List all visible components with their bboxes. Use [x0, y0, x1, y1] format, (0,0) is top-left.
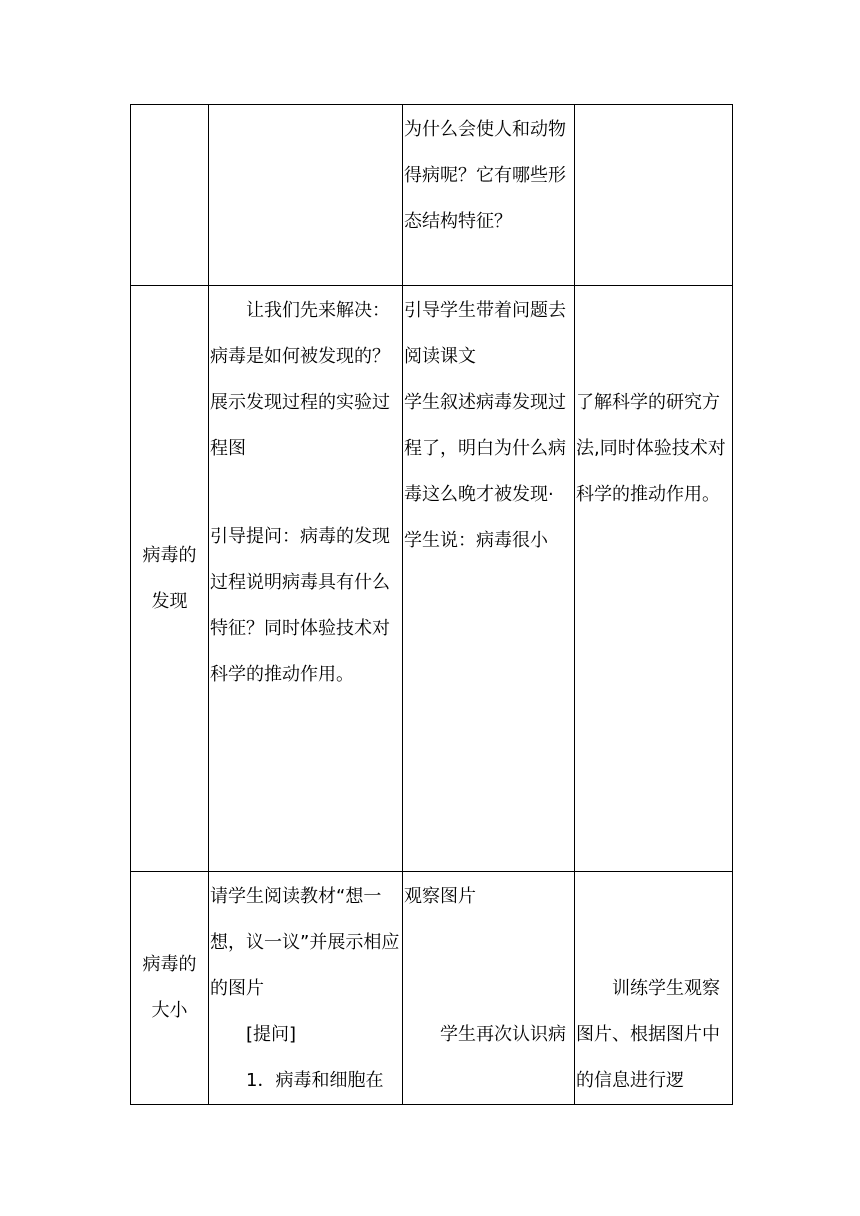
teacher-activity-cell: [209, 286, 403, 872]
teacher-text: 展示发现过程的实验过程图: [210, 392, 390, 459]
intent-text: [575, 105, 732, 107]
section-cell: [131, 872, 209, 1105]
student-text: 为什么会使人和动物得病呢？它有哪些形态结构特征？: [404, 119, 566, 232]
teacher-text: [提问]: [246, 1024, 297, 1045]
student-activity-cell: [403, 286, 575, 872]
teacher-activity-cell: [209, 105, 403, 286]
student-activity-cell: [403, 872, 575, 1105]
teacher-activity-cell: [209, 872, 403, 1105]
section-cell: [131, 105, 209, 286]
section-label: 病毒的大小: [142, 954, 197, 1021]
student-text: 学生叙述病毒发现过程了，明白为什么病毒这么晚才被发现·: [404, 392, 566, 505]
teacher-text: 1．病毒和细胞在: [246, 1070, 384, 1091]
intent-text: 了解科学的研究方法,同时体验技术对科学的推动作用。: [576, 392, 726, 505]
teacher-text: 引导提问：病毒的发现过程说明病毒具有什么特征？同时体验技术对科学的推动作用。: [210, 526, 390, 685]
section-label: 病毒的发现: [142, 544, 197, 612]
table-row: [131, 286, 733, 872]
intent-text: 训练学生观察图片、根据图片中的信息进行逻: [576, 978, 720, 1091]
teacher-text: 让我们先来解决：病毒是如何被发现的？: [210, 300, 390, 367]
student-text: 学生说：病毒很小: [404, 530, 548, 551]
section-label: [131, 105, 208, 285]
section-cell: [131, 286, 209, 872]
student-text: 学生再次认识病: [440, 1024, 566, 1045]
student-activity-cell: [403, 105, 575, 286]
lesson-plan-table: [130, 104, 733, 1105]
design-intent-cell: [575, 286, 733, 872]
table-row: [131, 872, 733, 1105]
teacher-text: 请学生阅读教材“想一想，议一议”并展示相应的图片: [210, 886, 400, 999]
table-row: [131, 105, 733, 286]
design-intent-cell: [575, 105, 733, 286]
student-text: 观察图片: [404, 886, 476, 907]
student-text: 引导学生带着问题去阅读课文: [404, 300, 566, 367]
design-intent-cell: [575, 872, 733, 1105]
